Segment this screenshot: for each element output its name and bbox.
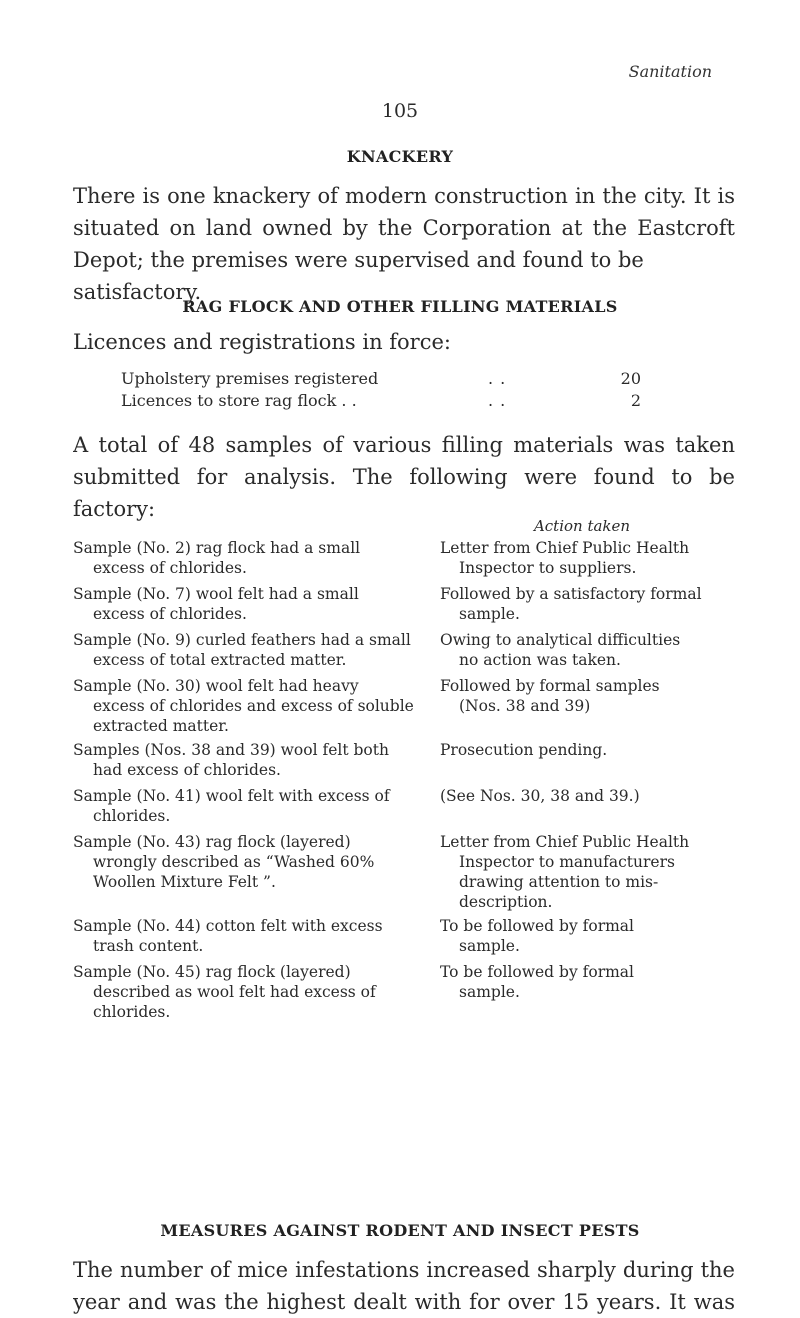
sample-line: Sample (No. 43) rag flock (layered) [73, 833, 351, 851]
sample-line: Sample (No. 7) wool felt had a small [73, 585, 359, 603]
knackery-line: There is one knackery of modern construction in the city. It is [73, 184, 735, 208]
action-taken [440, 916, 735, 956]
sample-line: Sample (No. 2) rag flock had a small [73, 539, 361, 557]
action-line: drawing attention to mis- [459, 873, 659, 891]
sample-line: Sample (No. 44) cotton felt with excess [73, 917, 383, 935]
sample-line: chlorides. [93, 807, 171, 825]
action-line: Inspector to suppliers. [459, 559, 637, 577]
action-line: Letter from Chief Public Health [440, 833, 690, 851]
action-taken [440, 962, 735, 1002]
sample-description [73, 916, 421, 956]
action-taken [440, 630, 735, 670]
running-head: Sanitation [628, 62, 712, 81]
rodents-line: The number of mice infestations increased sharply during the [73, 1258, 735, 1282]
knackery-heading: KNACKERY [346, 147, 454, 166]
licence-label: Licences to store rag flock . . [121, 391, 357, 410]
sample-line: trash content. [93, 937, 204, 955]
leader-dots: . . [488, 391, 507, 410]
action-line: description. [459, 893, 553, 911]
action-line: Prosecution pending. [440, 741, 608, 759]
licence-row [121, 391, 641, 413]
sample-description [73, 786, 421, 826]
action-line: Inspector to manufacturers [459, 853, 675, 871]
action-taken [440, 832, 735, 912]
sample-description [73, 740, 421, 780]
rodents-heading: MEASURES AGAINST RODENT AND INSECT PESTS [160, 1221, 640, 1240]
page-number: 105 [381, 100, 419, 122]
sample-line: excess of chlorides. [93, 559, 247, 577]
action-line: To be followed by formal [440, 963, 634, 981]
action-line: To be followed by formal [440, 917, 634, 935]
action-taken [440, 676, 735, 716]
sample-line: excess of total extracted matter. [93, 651, 347, 669]
action-line: no action was taken. [459, 651, 621, 669]
licence-value: 20 [620, 369, 641, 388]
rag-flock-heading: RAG FLOCK AND OTHER FILLING MATERIALS [182, 297, 618, 316]
action-taken [440, 786, 735, 806]
samples-line: A total of 48 samples of various filling materials was taken [73, 433, 735, 457]
sample-description [73, 630, 421, 670]
sample-line: had excess of chlorides. [93, 761, 281, 779]
samples-line: submitted for analysis. The following were found to be [73, 465, 735, 489]
knackery-line: situated on land owned by the Corporation at the Eastcroft [73, 216, 735, 240]
licence-value: 2 [630, 391, 641, 410]
sample-line: Woollen Mixture Felt ”. [93, 873, 276, 891]
leader-dots: . . [488, 369, 507, 388]
sample-description [73, 676, 421, 736]
action-taken-header: Action taken [533, 517, 631, 535]
sample-line: excess of chlorides and excess of soluble [93, 697, 414, 715]
sample-description [73, 584, 421, 624]
action-line: Letter from Chief Public Health [440, 539, 690, 557]
action-line: sample. [459, 605, 520, 623]
action-line: sample. [459, 937, 520, 955]
sample-description [73, 538, 421, 578]
sample-line: Sample (No. 45) rag flock (layered) [73, 963, 351, 981]
sample-line: excess of chlorides. [93, 605, 247, 623]
knackery-line: Depot; the premises were supervised and found to be satisfactory. [73, 248, 644, 304]
sample-description [73, 832, 421, 892]
licence-label: Upholstery premises registered [121, 369, 379, 388]
licence-row [121, 369, 641, 391]
sample-line: extracted matter. [93, 717, 229, 735]
samples-line: factory: [73, 497, 156, 521]
sample-line: chlorides. [93, 1003, 171, 1021]
sample-line: Sample (No. 9) curled feathers had a small [73, 631, 411, 649]
action-line: Owing to analytical difficulties [440, 631, 681, 649]
action-taken [440, 584, 735, 624]
sample-line: Samples (Nos. 38 and 39) wool felt both [73, 741, 389, 759]
action-taken [440, 740, 735, 760]
sample-line: described as wool felt had excess of [93, 983, 376, 1001]
action-line: Followed by formal samples [440, 677, 660, 695]
sample-line: Sample (No. 41) wool felt with excess of [73, 787, 390, 805]
sample-line: wrongly described as “Washed 60% [93, 853, 375, 871]
action-line: (See Nos. 30, 38 and 39.) [440, 787, 640, 805]
action-taken [440, 538, 735, 578]
sample-description [73, 962, 421, 1022]
action-line: Followed by a satisfactory formal [440, 585, 702, 603]
licences-lead: Licences and registrations in force: [73, 330, 451, 354]
sample-line: Sample (No. 30) wool felt had heavy [73, 677, 359, 695]
rodents-line: year and was the highest dealt with for over 15 years. It was [73, 1290, 735, 1314]
action-line: sample. [459, 983, 520, 1001]
action-line: (Nos. 38 and 39) [459, 697, 591, 715]
